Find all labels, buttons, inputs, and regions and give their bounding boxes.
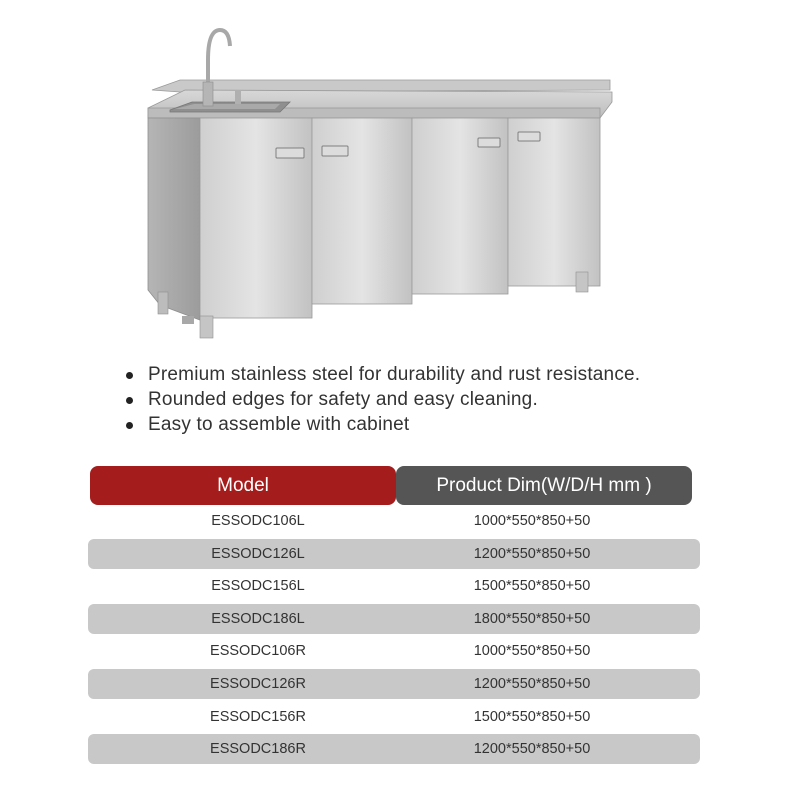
cell-dim: 1000*550*850+50 [473, 513, 591, 529]
header-product-dim: Product Dim(W/D/H mm ) [396, 466, 692, 505]
cell-model: ESSODC186L [211, 610, 305, 627]
bullet-icon [126, 422, 133, 429]
cell-dim: 1800*550*850+50 [473, 610, 591, 627]
cell-dim: 1200*550*850+50 [473, 741, 591, 758]
feature-item [120, 412, 720, 437]
feature-text: Easy to assemble with cabinet [148, 414, 410, 435]
feature-text: Premium stainless steel for durability and rust resistance. [148, 364, 641, 385]
cell-model: ESSODC126R [210, 675, 306, 692]
table-row [88, 571, 700, 601]
cell-model: ESSODC156L [211, 578, 305, 595]
table-row [88, 636, 700, 666]
model-dimension-table [88, 466, 700, 767]
feature-text: Rounded edges for safety and easy cleaning. [148, 389, 538, 410]
bullet-icon [126, 372, 133, 379]
table-row [88, 734, 700, 764]
table-row [88, 539, 700, 569]
cell-dim: 1500*550*850+50 [473, 708, 591, 725]
table-row [88, 702, 700, 732]
cell-dim: 1500*550*850+50 [473, 578, 591, 595]
sink-cabinet-image [130, 20, 630, 340]
table-row [88, 669, 700, 699]
cell-dim: 1200*550*850+50 [473, 545, 591, 562]
cell-model: ESSODC156R [210, 708, 306, 725]
table-header [88, 466, 700, 506]
cell-model: ESSODC106L [211, 513, 305, 529]
cell-dim: 1200*550*850+50 [473, 675, 591, 692]
header-model: Model [90, 466, 396, 505]
table-body [88, 506, 700, 764]
feature-item [120, 387, 720, 412]
table-row [88, 506, 700, 536]
cell-model: ESSODC106R [210, 643, 306, 660]
cell-dim: 1000*550*850+50 [473, 643, 591, 660]
bullet-icon [126, 397, 133, 404]
cell-model: ESSODC186R [210, 741, 306, 758]
feature-list [120, 362, 720, 437]
table-row [88, 604, 700, 634]
cell-model: ESSODC126L [211, 545, 305, 562]
feature-item [120, 362, 720, 387]
